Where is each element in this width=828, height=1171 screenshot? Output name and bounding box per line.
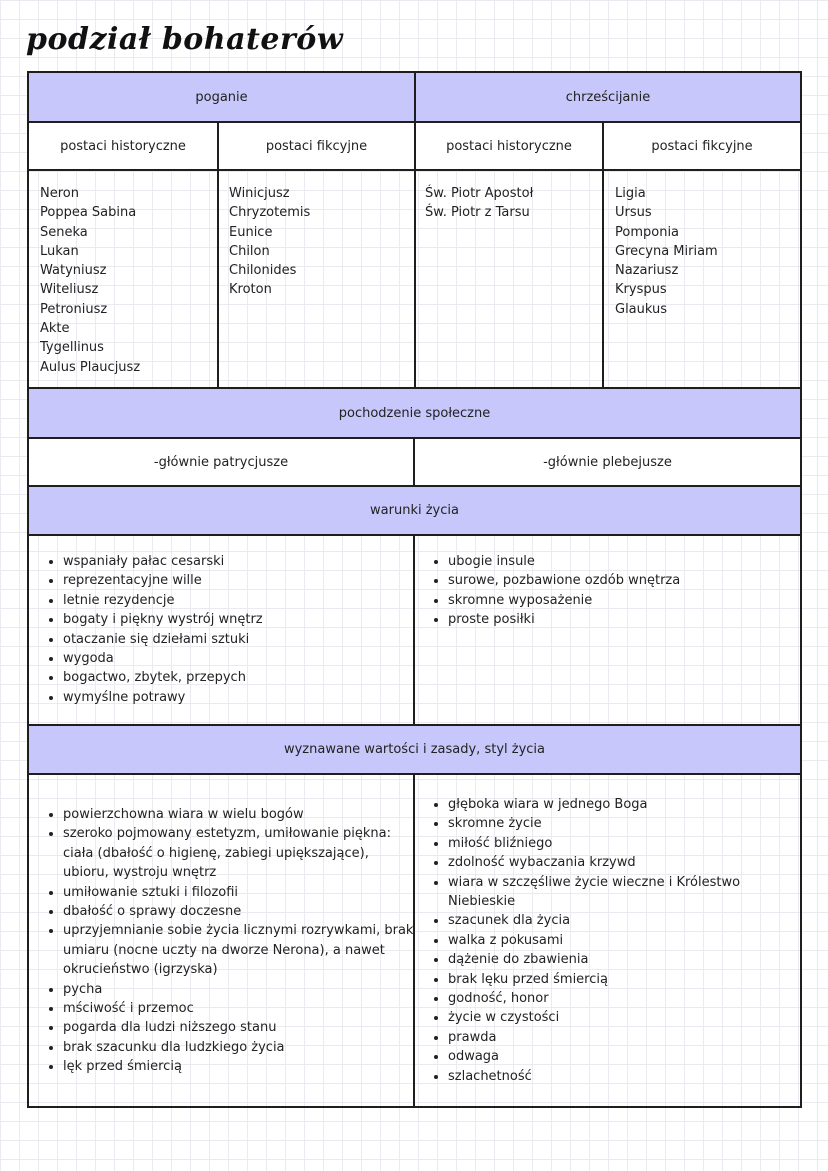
character-name: Akte (40, 321, 70, 337)
header-pagans-label: poganie (195, 89, 248, 105)
character-name: Św. Piotr Apostoł (425, 186, 534, 201)
character-name: Lukan (40, 243, 79, 259)
value-item: • walka z pokusami (448, 931, 808, 950)
characters-table (27, 71, 802, 1108)
living-item: • wymyślne potrawy (63, 688, 403, 707)
value-item: • pycha (63, 980, 415, 999)
character-name: Ligia (615, 186, 646, 201)
value-item: • brak szacunku dla ludzkiego życia (63, 1038, 415, 1057)
list-values-christian (426, 795, 808, 1086)
value-item: • prawda (448, 1028, 808, 1047)
living-item: • otaczanie się dziełami sztuki (63, 630, 403, 649)
origin-pagan (29, 439, 413, 485)
page-title: podział bohaterów (26, 22, 344, 57)
origin-pagan-text: -głównie patrycjusze (153, 454, 289, 470)
character-name: Św. Piotr z Tarsu (425, 205, 530, 221)
living-item: • ubogie insule (448, 552, 808, 571)
character-name: Neron (40, 186, 79, 201)
header-origin (29, 389, 800, 437)
character-name: Tygellinus (40, 340, 104, 356)
subheader-christian-historical (416, 123, 602, 169)
list-living-christian (426, 552, 808, 630)
list-christian-fictional (615, 184, 718, 319)
header-pagans (29, 73, 414, 121)
living-item: • proste posiłki (448, 610, 808, 629)
living-item: • surowe, pozbawione ozdób wnętrza (448, 571, 808, 590)
origin-christian-text: -głównie plebejusze (543, 454, 672, 470)
header-living (29, 487, 800, 534)
value-item: • lęk przed śmiercią (63, 1057, 415, 1076)
subheader-pagan-fictional (219, 123, 414, 169)
character-name: Eunice (229, 224, 273, 240)
value-item: • skromne życie (448, 814, 808, 833)
value-item: • wiara w szczęśliwe życie wieczne i Królestwo Niebieskie (448, 873, 808, 912)
value-item: • miłość bliźniego (448, 834, 808, 853)
character-name: Aulus Plaucjusz (40, 359, 141, 375)
subheader-pagan-fictional-label: postaci fikcyjne (265, 138, 368, 154)
header-values-label: wyznawane wartości i zasady, styl życia (283, 742, 545, 757)
subheader-pagan-historical (29, 123, 217, 169)
character-name: Kryspus (615, 282, 667, 298)
header-christians-label: chrześcijanie (565, 89, 651, 105)
value-item: • dążenie do zbawienia (448, 950, 808, 969)
character-name: Chryzotemis (229, 205, 311, 221)
divider (217, 121, 219, 389)
character-name: Grecyna Miriam (615, 243, 718, 259)
value-item: • odwaga (448, 1047, 808, 1066)
divider (413, 437, 415, 487)
character-name: Winicjusz (229, 186, 290, 201)
living-item: • bogactwo, zbytek, przepych (63, 668, 403, 687)
divider (413, 534, 415, 726)
character-name: Chilon (229, 243, 270, 259)
character-name: Glaukus (615, 301, 668, 317)
living-item: • reprezentacyjne wille (63, 571, 403, 590)
list-christian-historical (425, 184, 533, 223)
subheader-christian-historical-label: postaci historyczne (446, 138, 572, 154)
value-item: • dbałość o sprawy doczesne (63, 902, 415, 921)
list-values-pagan (41, 805, 415, 1077)
divider (413, 773, 415, 1106)
list-pagan-historical (40, 184, 140, 377)
value-item: • brak lęku przed śmiercią (448, 970, 808, 989)
header-living-label: warunki życia (370, 503, 459, 518)
character-name: Poppea Sabina (40, 205, 137, 221)
subheader-christian-fictional (604, 123, 800, 169)
value-item: • uprzyjemnianie sobie życia licznymi rozrywkami, brak umiaru (nocne uczty na dworze Nerona), a nawet okrucieństwo (igrzyska) (63, 921, 415, 979)
value-item: • zdolność wybaczania krzywd (448, 853, 808, 872)
value-item: • umiłowanie sztuki i filozofii (63, 883, 415, 902)
value-item: • mściwość i przemoc (63, 999, 415, 1018)
subheader-christian-fictional-label: postaci fikcyjne (651, 138, 753, 154)
header-origin-label: pochodzenie społeczne (338, 405, 491, 421)
header-values (29, 726, 800, 773)
living-item: • wspaniały pałac cesarski (63, 552, 403, 571)
character-name: Watyniusz (40, 263, 107, 279)
value-item: • głęboka wiara w jednego Boga (448, 795, 808, 814)
value-item: • szeroko pojmowany estetyzm, umiłowanie piękna: ciała (dbałość o higienę, zabiegi upiększające), ubioru, wystroju wnętrz (63, 824, 415, 882)
value-item: • godność, honor (448, 989, 808, 1008)
divider (602, 121, 604, 389)
value-item: • szacunek dla życia (448, 911, 808, 930)
value-item: • pogarda dla ludzi niższego stanu (63, 1018, 415, 1037)
character-name: Chilonides (229, 263, 297, 279)
character-name: Petroniusz (40, 301, 108, 317)
character-name: Pomponia (615, 224, 680, 240)
character-name: Witeliusz (40, 282, 99, 298)
value-item: • powierzchowna wiara w wielu bogów (63, 805, 415, 824)
living-item: • letnie rezydencje (63, 591, 403, 610)
value-item: • życie w czystości (448, 1008, 808, 1027)
character-name: Ursus (615, 205, 652, 221)
list-pagan-fictional (229, 184, 310, 300)
living-item: • wygoda (63, 649, 403, 668)
header-christians (416, 73, 800, 121)
subheader-pagan-historical-label: postaci historyczne (60, 138, 186, 154)
character-name: Seneka (40, 224, 88, 240)
character-name: Nazariusz (615, 263, 679, 279)
living-item: • skromne wyposażenie (448, 591, 808, 610)
living-item: • bogaty i piękny wystrój wnętrz (63, 610, 403, 629)
character-name: Kroton (229, 282, 272, 298)
origin-christian (415, 439, 800, 485)
list-living-pagan (41, 552, 403, 707)
value-item: • szlachetność (448, 1067, 808, 1086)
divider (414, 73, 416, 389)
